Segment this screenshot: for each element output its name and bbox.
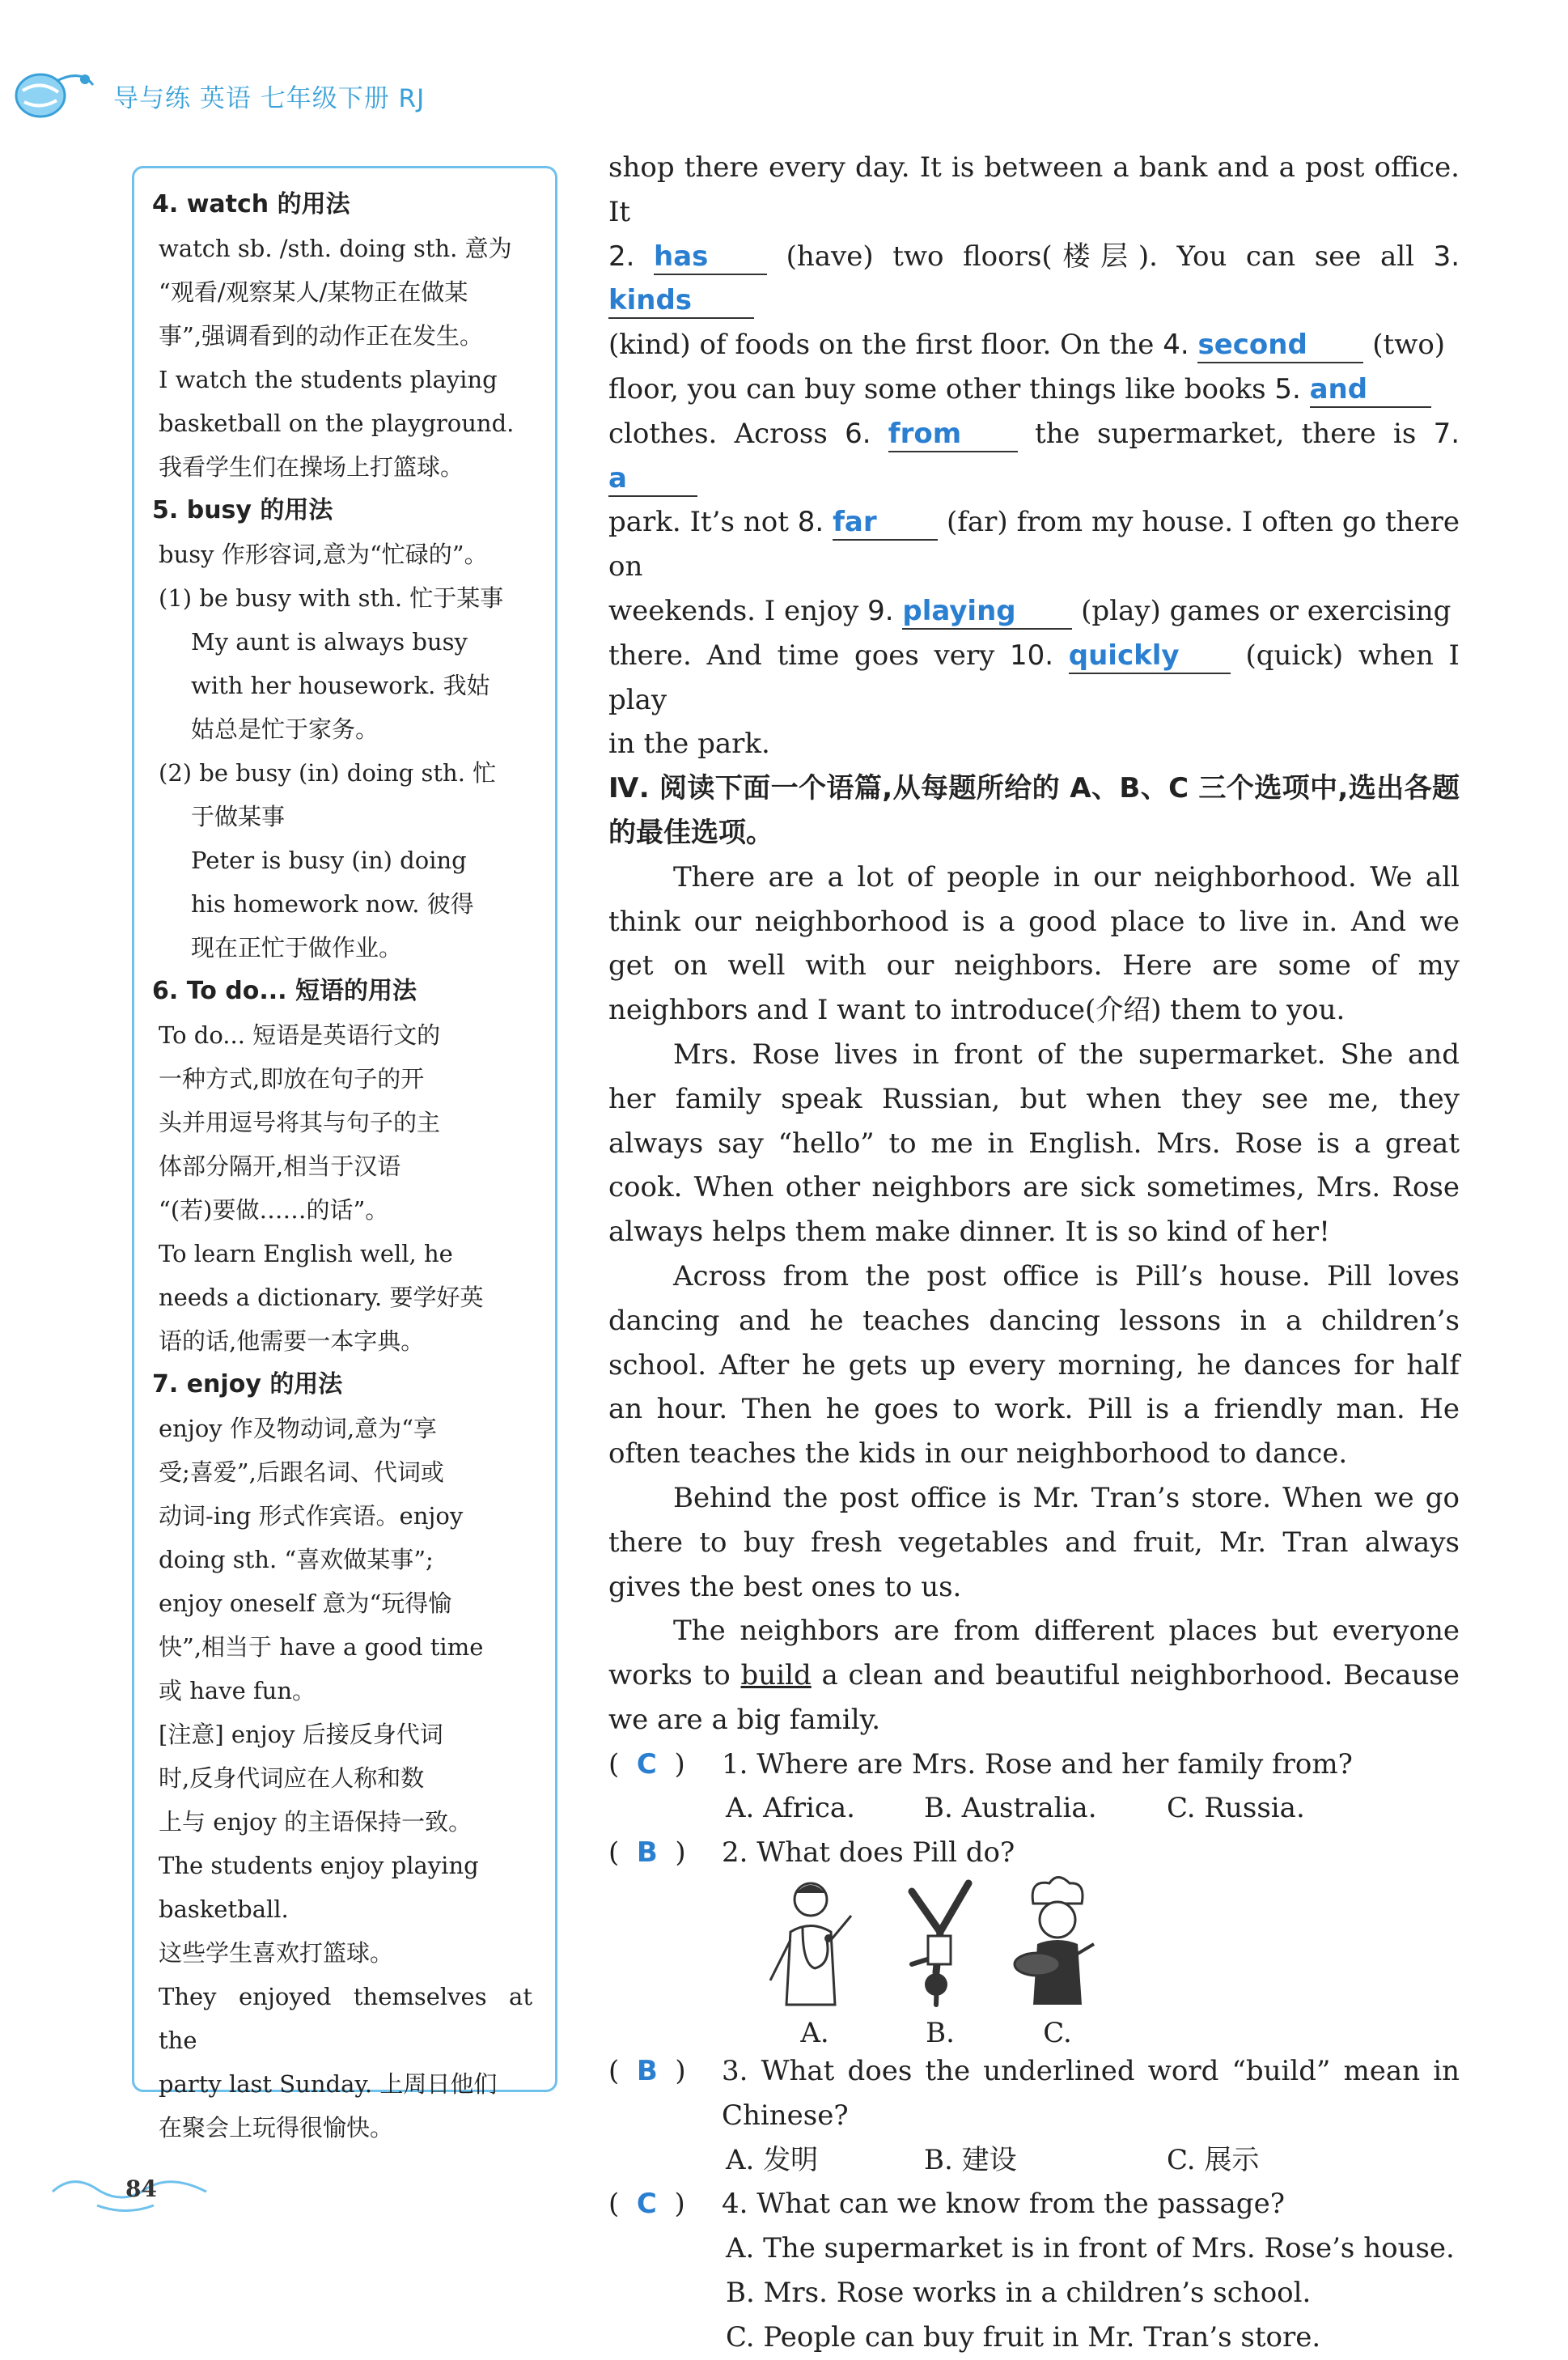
option-c[interactable]: C. People can buy fruit in Mr. Tran’s store.	[726, 2320, 1321, 2354]
note-line: 语的话,他需要一本字典。	[159, 1327, 425, 1355]
note-line: 这些学生喜欢打篮球。	[159, 1939, 394, 1967]
note-line: 我看学生们在操场上打篮球。	[159, 453, 464, 481]
blank-answer-2[interactable]: has	[654, 240, 767, 275]
note-line: To learn English well, he	[159, 1240, 453, 1267]
cloze-text: (have) two floors(楼层). You can see all	[786, 240, 1414, 273]
option-b[interactable]: B. Australia.	[924, 1792, 1097, 1825]
note-line: 快”,相当于 have a good time	[159, 1633, 484, 1661]
note-line: 事”,强调看到的动作正在发生。	[159, 322, 484, 350]
question-stem: 4. What can we know from the passage?	[722, 2188, 1285, 2221]
cloze-line	[608, 722, 1460, 766]
note-line: “观看/观察某人/某物正在做某	[159, 278, 468, 306]
blank-number: 8.	[797, 506, 824, 539]
section-heading: Ⅳ. 阅读下面一个语篇,从每题所给的 A、B、C 三个选项中,选出各题的最佳选项。	[608, 772, 1460, 849]
question-stem: 2. What does Pill do?	[722, 1836, 1015, 1870]
cloze-line	[608, 589, 1460, 634]
blank-number: 4.	[1163, 329, 1189, 362]
passage-paragraph: Behind the post office is Mr. Tran’s store. When we go there to buy fresh vegetables and fruit, Mr. Tran always gives the best ones to us.	[608, 1481, 1460, 1603]
blank-number: 10.	[1010, 639, 1054, 672]
blank-number: 7.	[1433, 417, 1460, 450]
cloze-passage	[608, 146, 1460, 766]
note-line: Peter is busy (in) doing	[191, 847, 467, 874]
note-line: enjoy 作及物动词,意为“享	[159, 1415, 437, 1442]
option-a[interactable]: A. The supermarket is in front of Mrs. Rose’s house.	[726, 2232, 1455, 2265]
underlined-word: build	[740, 1659, 812, 1692]
note-title-todo: 6. To do... 短语的用法	[152, 977, 417, 1005]
note-title-watch: 4. watch 的用法	[152, 190, 350, 219]
note-line: basketball.	[159, 1895, 289, 1923]
cloze-text: (kind) of foods on the first floor. On the	[608, 329, 1155, 362]
note-line: To do... 短语是英语行文的	[159, 1021, 441, 1049]
option-b[interactable]: B. Mrs. Rose works in a children’s school.	[726, 2277, 1312, 2310]
answer-letter: C	[636, 2188, 657, 2221]
note-line: 在聚会上玩得很愉快。	[159, 2114, 394, 2141]
note-line: 一种方式,即放在句子的开	[159, 1065, 425, 1093]
question-2	[608, 1831, 1460, 1875]
picture-label-c: C.	[1043, 2017, 1072, 2050]
note-line: 头并用逗号将其与句子的主	[159, 1109, 441, 1136]
passage-paragraph	[608, 1609, 1460, 1742]
note-title-busy: 5. busy 的用法	[152, 496, 333, 524]
cloze-text: there. And time goes very	[608, 639, 995, 672]
question-stem: 1. Where are Mrs. Rose and her family from?	[722, 1747, 1353, 1781]
blank-number: 2.	[608, 240, 635, 273]
picture-label-a: A.	[800, 2017, 829, 2050]
cloze-text: (quick) when I play	[608, 639, 1460, 716]
note-line: party last Sunday. 上周日他们	[159, 2070, 498, 2098]
page-number: 84	[125, 2175, 157, 2202]
option-c[interactable]: C. 展示	[1167, 2143, 1260, 2176]
answer-slot[interactable]: ( C )	[608, 2188, 685, 2221]
cloze-text: floor, you can buy some other things like books	[608, 372, 1266, 405]
note-line: 于做某事	[191, 803, 286, 830]
note-line: “(若)要做……的话”。	[159, 1196, 389, 1224]
blank-answer-8[interactable]: far	[833, 505, 938, 541]
note-line: with her housework. 我姑	[191, 672, 490, 699]
globe-logo-icon	[8, 65, 97, 121]
answer-letter: B	[636, 2055, 658, 2088]
note-line: watch sb. /sth. doing sth. 意为	[159, 235, 512, 262]
cloze-line	[608, 367, 1460, 412]
blank-answer-9[interactable]: playing	[902, 594, 1072, 630]
note-line: 上与 enjoy 的主语保持一致。	[159, 1808, 473, 1836]
blank-answer-5[interactable]: and	[1310, 372, 1431, 408]
options-row	[608, 2138, 1460, 2183]
question-3	[608, 2049, 1460, 2138]
option-c[interactable]: C. Russia.	[1167, 1792, 1305, 1825]
note-line: The students enjoy playing	[159, 1852, 479, 1879]
note-line: They enjoyed themselves at the	[159, 1983, 532, 2054]
main-column	[608, 146, 1460, 2360]
note-line: busy 作形容词,意为“忙碌的”。	[159, 541, 488, 568]
blank-answer-6[interactable]: from	[888, 417, 1018, 452]
cloze-text: clothes. Across	[608, 417, 828, 450]
grammar-notes-box	[132, 166, 557, 2141]
note-line: doing sth. “喜欢做某事”;	[159, 1546, 434, 1573]
cloze-text: park. It’s not	[608, 506, 789, 539]
note-line: 或 have fun。	[159, 1677, 316, 1704]
cloze-text: in the park.	[608, 728, 770, 761]
blank-number: 6.	[845, 417, 871, 450]
note-line: (2) be busy (in) doing sth. 忙	[159, 759, 497, 787]
cloze-text: (two)	[1372, 329, 1446, 362]
note-line: basketball on the playground.	[159, 410, 515, 437]
question-stem: 3. What does the underlined word “build” mean in Chinese?	[722, 2055, 1460, 2132]
note-line: 现在正忙于做作业。	[191, 934, 403, 961]
passage-text: The neighbors are from different places but everyone works to	[608, 1615, 1460, 1692]
note-line: his homework now. 彼得	[191, 890, 474, 918]
blank-answer-3[interactable]: kinds	[608, 283, 754, 319]
cloze-line	[608, 634, 1460, 723]
answer-slot[interactable]: ( C )	[608, 1747, 685, 1781]
cloze-line	[608, 146, 1460, 235]
option-a[interactable]: A. Africa.	[726, 1792, 855, 1825]
passage-paragraph: Mrs. Rose lives in front of the supermarket. She and her family speak Russian, but when they see me, they always say “hello” to me in English. Mrs. Rose is a great cook. When other neighbors are sick sometimes, Mrs. Rose always helps them make dinner. It is so kind of her!	[608, 1038, 1460, 1249]
cook-picture-icon[interactable]	[997, 1875, 1118, 2013]
picture-label-b: B.	[926, 2017, 955, 2050]
cloze-line	[608, 500, 1460, 589]
answer-letter: B	[636, 1836, 658, 1870]
passage-paragraph: There are a lot of people in our neighborhood. We all think our neighborhood is a good place to live in. And we get on well with our neighbors. Here are some of my neighbors and I want to introduce(介绍) them to you.	[608, 860, 1460, 1027]
answer-slot[interactable]: ( B )	[608, 2055, 686, 2088]
option-a[interactable]: A. 发明	[726, 2143, 819, 2176]
note-line: 动词-ing 形式作宾语。enjoy	[159, 1502, 464, 1530]
blank-number: 3.	[1433, 240, 1460, 273]
picture-options	[722, 1875, 1460, 2049]
note-line: 姑总是忙于家务。	[191, 715, 379, 743]
blank-answer-10[interactable]: quickly	[1069, 639, 1231, 674]
note-line: 时,反身代词应在人称和数	[159, 1764, 425, 1792]
cloze-text: shop there every day. It is between a bank and a post office. It	[608, 151, 1460, 228]
cloze-line	[608, 235, 1460, 324]
question-1	[608, 1742, 1460, 1787]
note-title-enjoy: 7. enjoy 的用法	[152, 1370, 343, 1399]
note-line: [注意] enjoy 后接反身代词	[159, 1721, 443, 1748]
question-4	[608, 2182, 1460, 2226]
option-b[interactable]: B. 建设	[924, 2143, 1017, 2176]
note-line: needs a dictionary. 要学好英	[159, 1284, 484, 1311]
cloze-text: weekends. I enjoy	[608, 594, 859, 627]
blank-answer-4[interactable]: second	[1197, 328, 1363, 363]
passage-paragraph: Across from the post office is Pill’s house. Pill loves dancing and he teaches dancing lessons in a children’s school. After he gets up every morning, he dances for half an hour. Then he goes to work. Pill is a friendly man. He often teaches the kids in our neighborhood to dance.	[608, 1259, 1460, 1471]
book-title: 导与练 英语 七年级下册 RJ	[113, 83, 426, 113]
dancer-picture-icon[interactable]	[879, 1875, 1001, 2013]
page-number-badge	[49, 2169, 210, 2218]
cloze-line	[608, 412, 1460, 501]
blank-answer-7[interactable]: a	[608, 461, 697, 497]
note-line: My aunt is always busy	[191, 628, 468, 656]
passage-text: a clean and beautiful neighborhood. Because we are a big family.	[608, 1659, 1460, 1736]
note-line: I watch the students playing	[159, 366, 498, 393]
note-line: (1) be busy with sth. 忙于某事	[159, 584, 504, 612]
cloze-text: (far) from my house. I often go there on	[608, 506, 1460, 584]
cloze-text: (play) games or exercising	[1081, 594, 1451, 627]
blank-number: 9.	[867, 594, 894, 627]
blank-number: 5.	[1274, 372, 1301, 405]
doctor-picture-icon[interactable]	[754, 1875, 875, 2013]
cloze-line	[608, 323, 1460, 367]
note-line: 体部分隔开,相当于汉语	[159, 1152, 401, 1180]
answer-slot[interactable]: ( B )	[608, 1836, 686, 1870]
options-row	[608, 1786, 1460, 1831]
page-header	[113, 71, 425, 120]
cloze-text: the supermarket, there is	[1035, 417, 1417, 450]
answer-letter: C	[636, 1747, 657, 1781]
note-line: 受;喜爱”,后跟名词、代词或	[159, 1458, 444, 1486]
note-line: enjoy oneself 意为“玩得愉	[159, 1590, 452, 1617]
